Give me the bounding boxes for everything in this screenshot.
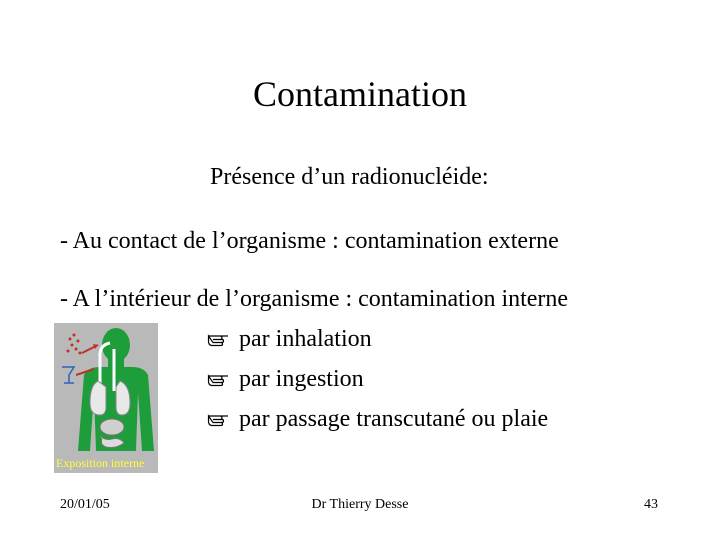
bullet-ingestion	[207, 364, 364, 394]
line-external: - Au contact de l’organisme : contamination externe	[60, 228, 559, 254]
pointing-hand-icon	[207, 371, 229, 387]
bullet-transcutaneous	[207, 404, 548, 434]
pointing-hand-icon	[207, 411, 229, 427]
footer-author: Dr Thierry Desse	[311, 497, 409, 512]
bullet-label: par passage transcutané ou plaie	[239, 406, 549, 432]
bullet-inhalation	[207, 324, 372, 354]
subtitle: Présence d’un radionucléide:	[210, 164, 489, 190]
internal-exposure-illustration	[54, 323, 158, 473]
human-body-icon	[54, 323, 158, 473]
bullet-label: par inhalation	[239, 326, 372, 352]
line-internal: - A l’intérieur de l’organisme : contamination interne	[60, 286, 569, 312]
footer-date: 20/01/05	[60, 497, 110, 512]
pointing-hand-icon	[207, 331, 229, 347]
illustration-caption: Exposition interne	[56, 456, 145, 470]
bullet-label: par ingestion	[239, 366, 364, 392]
slide-title: Contamination	[253, 74, 467, 114]
footer-page-number: 43	[644, 497, 658, 512]
